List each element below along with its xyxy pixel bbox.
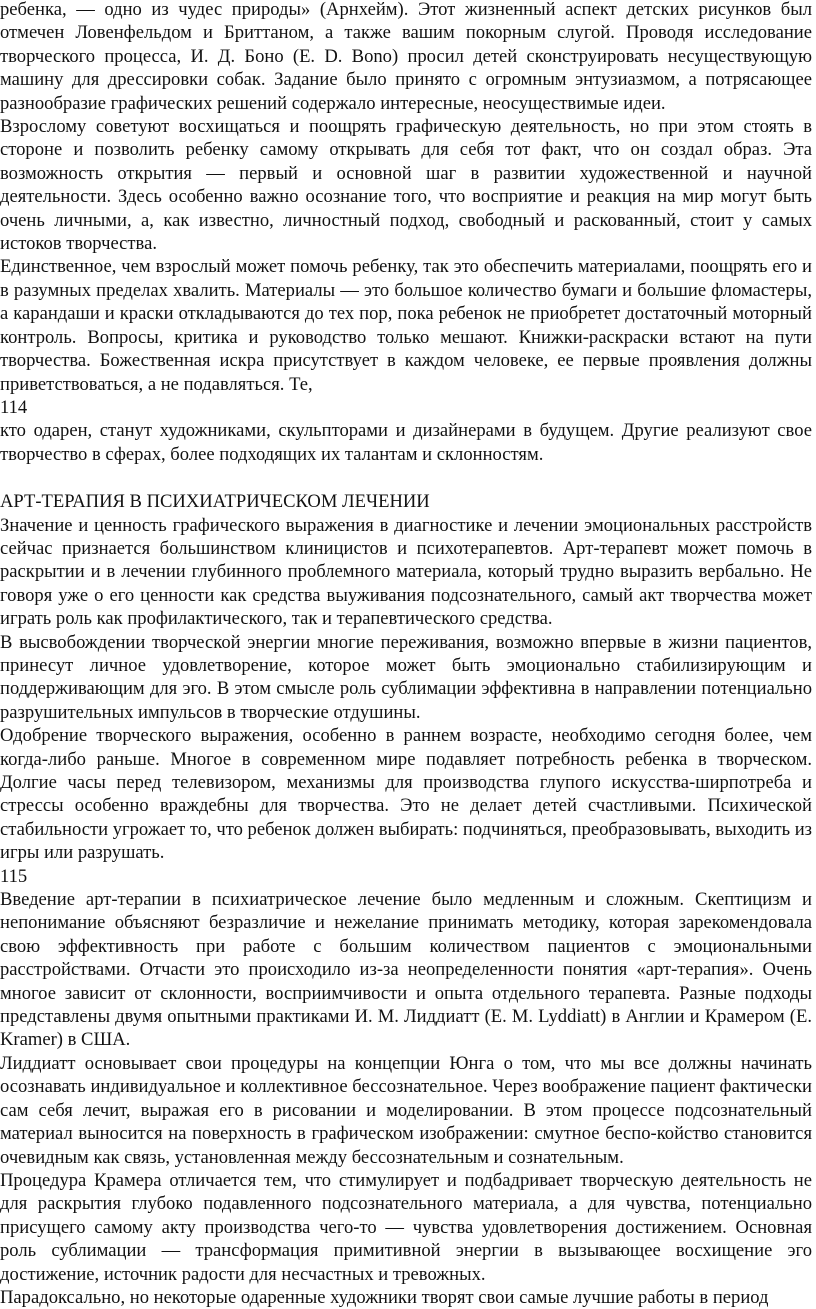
paragraph: В высвобождении творческой энергии многие переживания, возможно впервые в жизни пациентов, принесут личное удовлетворение, которое может быть эмоционально стабилизирующим и поддерживающим для эго. В этом смысле роль сублимации эффективна в направлении потенциально разрушительных импульсов в творческие отдушины. <box>0 631 812 723</box>
paragraph: Значение и ценность графического выражения в диагностике и лечении эмоциональных расстройств сейчас признается большинством клиницистов и психотерапевтов. Арт-терапевт может помочь в раскрытии и в лечении глубинного проблемного материала, который трудно выразить вербально. Не говоря уже о его ценности как средства выуживания подсознательного, самый акт творчества может играть роль как профилактического, так и терапевтического средства. <box>0 514 812 630</box>
paragraph: Введение арт-терапии в психиатрическое лечение было медленным и сложным. Скептицизм и непонимание объясняют безразличие и нежелание принимать методику, которая зарекомендовала свою эффективность при работе с большим количеством пациентов с эмоциональными расстройствами. Отчасти это происходило из-за неопределенности понятия «арт-терапия». Очень многое зависит от склонности, восприимчивости и опыта отдельного терапевта. Разные подходы представлены двумя опытными практиками И. М. Лиддиатт (Е. М. Lyddiatt) в Англии и Крамером (E. Kramer) в США. <box>0 889 812 1051</box>
section-heading: АРТ-ТЕРАПИЯ В ПСИХИАТРИЧЕСКОМ ЛЕЧЕНИИ <box>0 491 430 513</box>
blank-line <box>0 466 812 490</box>
paragraph: Процедура Крамера отличается тем, что стимулирует и подбадривает творческую деятельность не для раскрытия глубоко подавленного подсознательного материала, а для чувства, потенциально присущего самому акту производства чего-то — чувства удовлетворения достижением. Основная роль сублимации — трансформация примитивной энергии в вызывающее восхищение эго достижение, источник радости для несчастных и тревожных. <box>0 1169 812 1285</box>
paragraph: Взрослому советуют восхищаться и поощрять графическую деятельность, но при этом стоять в стороне и позволить ребенку самому открывать для себя тот факт, что он создал образ. Эта возможность открытия — первый и основной шаг в развитии художественной и научной деятельности. Здесь особенно важно осознание того, что восприятие и реакция на мир могут быть очень личными, а, как известно, личностный подход, свободный и раскованный, стоит у самых истоков творчества. <box>0 116 812 255</box>
paragraph: Парадоксально, но некоторые одаренные художники творят свои самые лучшие работы в период <box>0 1286 769 1308</box>
paragraph: ребенка, — одно из чудес природы» (Арнхейм). Этот жизненный аспект детских рисунков был отмечен Ловенфельдом и Бриттаном, а также вашим покорным слугой. Проводя исследование творческого процесса, И. Д. Боно (Е. D. Bono) просил детей сконструировать несуществующую машину для дрессировки собак. Задание было принято с огромным энтузиазмом, а потрясающее разнообразие графических решений содержало интересные, неосуществимые идеи. <box>0 0 812 114</box>
paragraph: Единственное, чем взрослый может помочь ребенку, так это обеспечить материалами, поощрять его и в разумных пределах хвалить. Материалы — это большое количество бумаги и большие фломастеры, а карандаши и краски откладываются до тех пор, пока ребенок не приобретет достаточный моторный контроль. Вопросы, критика и руководство только мешают. Книжки-раскраски встают на пути творчества. Божественная искра присутствует в каждом человеке, ее первые проявления должны приветствоваться, а не подавляться. Те, <box>0 256 812 395</box>
paragraph: Одобрение творческого выражения, особенно в раннем возрасте, необходимо сегодня более, чем когда-либо раньше. Многое в современном мире подавляет потребность ребенка в творческом. Долгие часы перед телевизором, механизмы для производства глупого искусства-ширпотреба и стрессы особенно враждебны для творчества. Это не делает детей счастливыми. Психической стабильности угрожает то, что ребенок должен выбирать: подчиняться, преобразовывать, выходить из игры или разрушать. <box>0 725 812 864</box>
page-number: 115 <box>0 865 28 887</box>
paragraph: Лиддиатт основывает свои процедуры на концепции Юнга о том, что мы все должны начинать осознавать индивидуальное и коллективное бессознательное. Через воображение пациент фактически сам себя лечит, выражая его в рисовании и моделировании. В этом процессе подсознательный материал выносится на поверхность в графическом изображении: смутное беспо-койство становится очевидным как связь, установленная между бессознательным и сознательным. <box>0 1052 812 1168</box>
paragraph: кто одарен, станут художниками, скульпторами и дизайнерами в будущем. Другие реализуют свое творчество в сферах, более подходящих их талантам и склонностям. <box>0 420 812 465</box>
page-number: 114 <box>0 396 28 418</box>
